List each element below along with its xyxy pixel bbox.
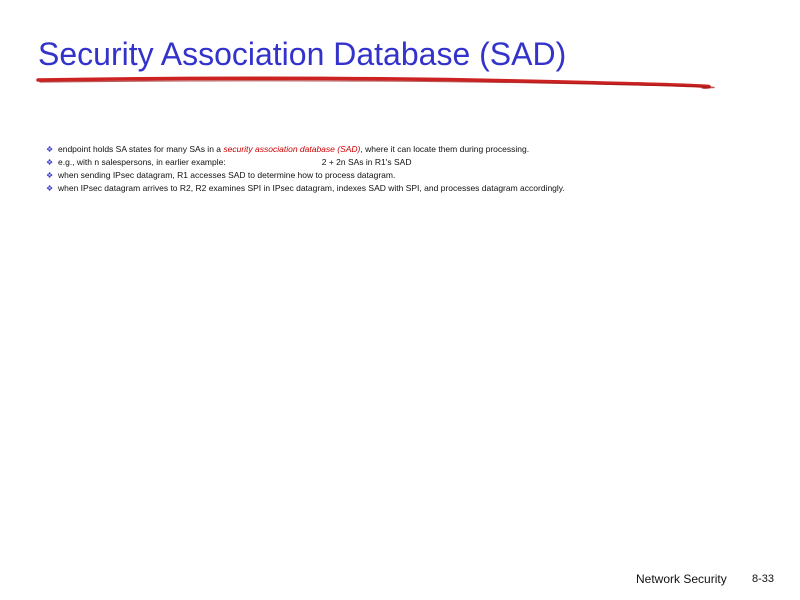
bullet-3-text: when sending IPsec datagram, R1 accesses SAD to determine how to process datagram. [58, 170, 396, 180]
bullet-4-text: when IPsec datagram arrives to R2, R2 examines SPI in IPsec datagram, indexes SAD with SPI, and processes datagram accordingly. [58, 183, 565, 193]
title-underline [0, 0, 800, 100]
bullet-item-2 [46, 156, 766, 169]
page-number: 8-33 [752, 573, 775, 585]
diamond-bullet-icon: ❖ [46, 171, 54, 180]
bullet-item-1 [46, 143, 766, 156]
bullet-1-pre: endpoint holds SA states for many SAs in a [58, 144, 224, 154]
bullet-2-post: 2 + 2n SAs in R1's SAD [321, 157, 412, 167]
footer-section-label: Network Security [636, 572, 727, 586]
diamond-bullet-icon: ❖ [46, 145, 54, 154]
diamond-bullet-icon: ❖ [46, 184, 54, 193]
bullet-item-3 [46, 169, 766, 182]
diamond-bullet-icon: ❖ [46, 158, 54, 167]
bullet-list [46, 143, 766, 195]
bullet-item-4 [46, 182, 766, 195]
bullet-1-post: , where it can locate them during processing. [360, 144, 530, 154]
slide-title: Security Association Database (SAD) [38, 36, 567, 72]
bullet-1-emphasis: security association database (SAD) [223, 144, 361, 154]
bullet-2-pre: e.g., with n salespersons, in earlier example: [58, 157, 226, 167]
